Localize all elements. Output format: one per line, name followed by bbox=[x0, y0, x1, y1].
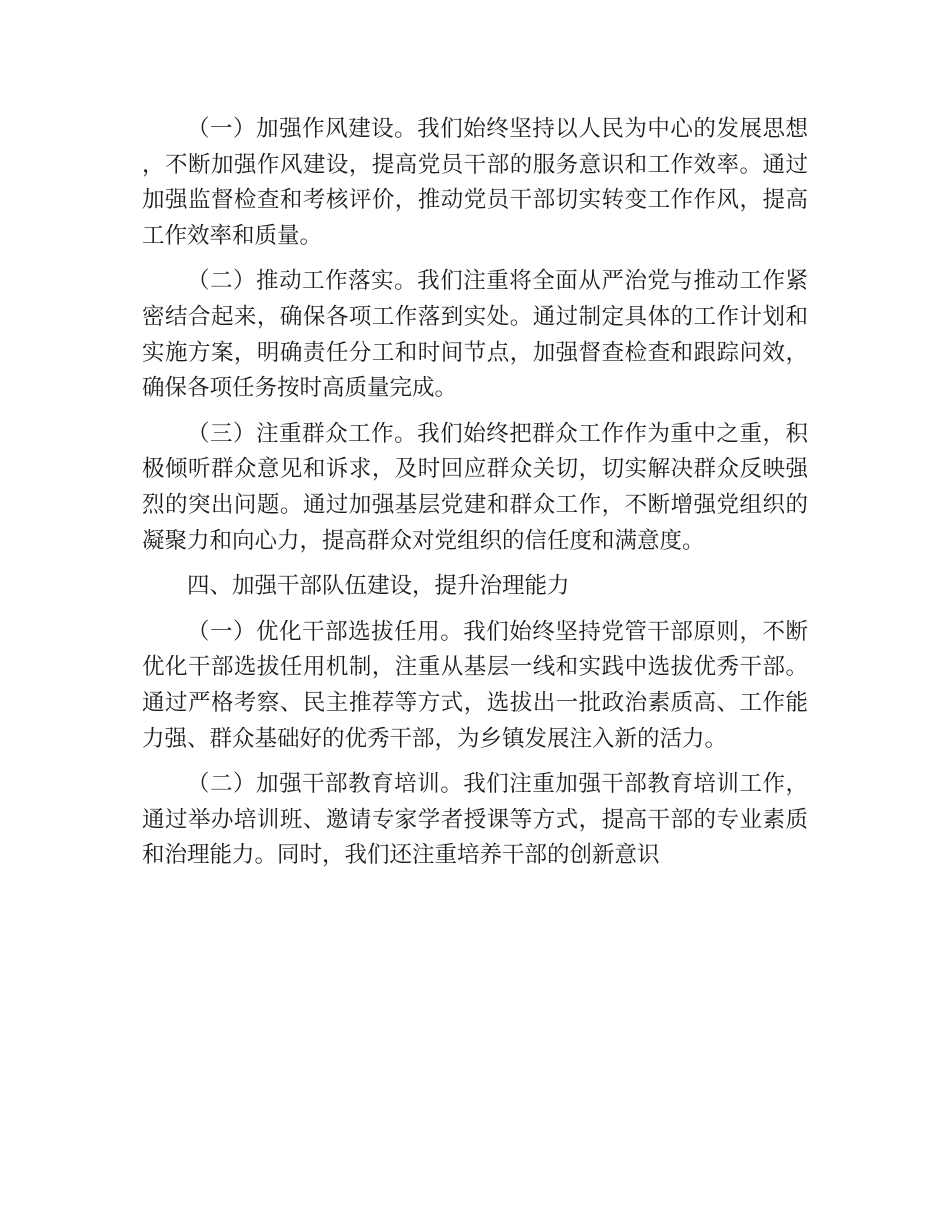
paragraph-cadre-training: （二）加强干部教育培训。我们注重加强干部教育培训工作，通过举办培训班、邀请专家学者授课等方式，提高干部的专业素质和治理能力。同时，我们还注重培养干部的创新意识 bbox=[142, 771, 808, 869]
paragraph-gap bbox=[142, 407, 808, 417]
section-heading-cadre-team: 四、加强干部队伍建设，提升治理能力 bbox=[187, 573, 570, 600]
paragraph-cadre-selection: （一）优化干部选拔任用。我们始终坚持党管干部原则，不断优化干部选拔任用机制，注重从基层一线和实践中选拔优秀干部。通过严格考察、民主推荐等方式，选拔出一批政治素质高、工作能力强、群众基础好的优秀干部，为乡镇发展注入新的活力。 bbox=[142, 618, 808, 752]
paragraph-mass-work: （三）注重群众工作。我们始终把群众工作作为重中之重，积极倾听群众意见和诉求，及时回应群众关切，切实解决群众反映强烈的突出问题。通过加强基层党建和群众工作，不断增强党组织的凝聚力和向心力，提高群众对党组织的信任度和满意度。 bbox=[142, 420, 808, 554]
paragraph-gap bbox=[142, 757, 808, 767]
paragraph-gap bbox=[142, 559, 808, 569]
paragraph-gap bbox=[142, 254, 808, 264]
paragraph-work-implementation: （二）推动工作落实。我们注重将全面从严治党与推动工作紧密结合起来，确保各项工作落到实处。通过制定具体的工作计划和实施方案，明确责任分工和时间节点，加强督查检查和跟踪问效，确保各项任务按时高质量完成。 bbox=[142, 268, 808, 402]
paragraph-work-style: （一）加强作风建设。我们始终坚持以人民为中心的发展思想，不断加强作风建设，提高党员干部的服务意识和工作效率。通过加强监督检查和考核评价，推动党员干部切实转变工作作风，提高工作效率和质量。 bbox=[142, 116, 808, 249]
paragraph-gap bbox=[142, 605, 808, 615]
